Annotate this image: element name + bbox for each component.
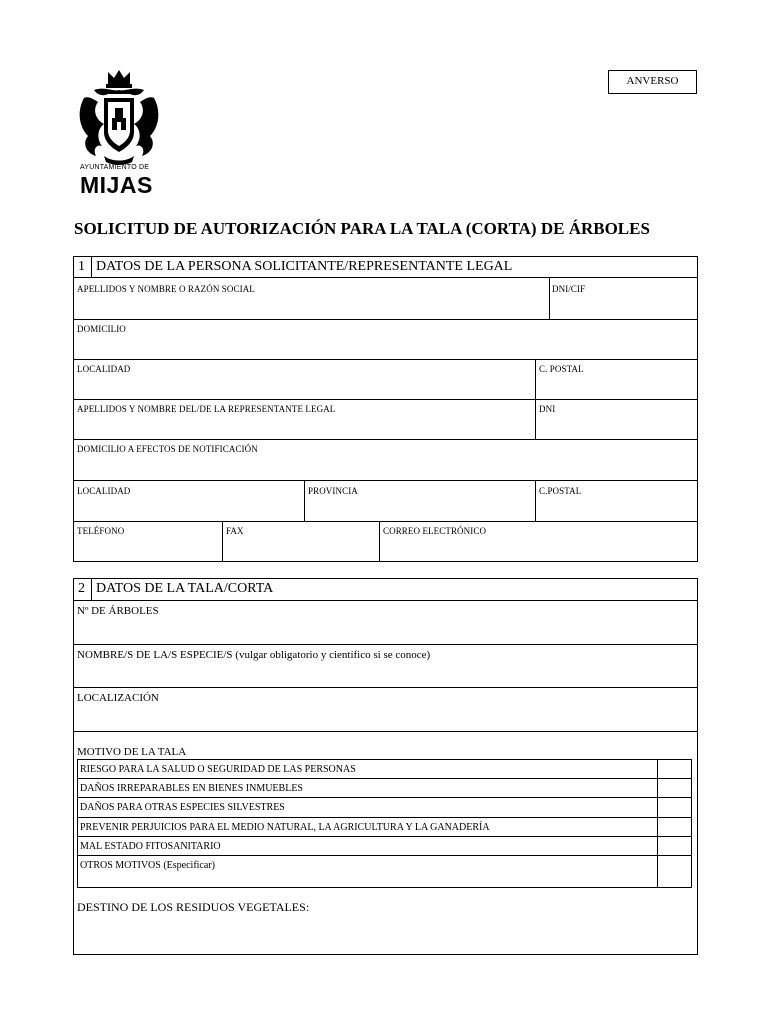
motivo-row-line <box>77 797 692 798</box>
row-line <box>73 731 698 732</box>
motivo-checkbox[interactable] <box>658 798 691 816</box>
dni-field[interactable]: DNI <box>539 404 556 414</box>
row7-divider-a <box>222 521 223 562</box>
localizacion-field[interactable]: LOCALIZACIÓN <box>77 692 159 704</box>
page-title: SOLICITUD DE AUTORIZACIÓN PARA LA TALA (CORTA) DE ÁRBOLES <box>74 219 650 238</box>
row-line <box>73 521 698 522</box>
motivo-checkbox[interactable] <box>658 779 691 797</box>
row3-divider <box>535 359 536 399</box>
motivo-option-danos-inmuebles[interactable]: DAÑOS IRREPARABLES EN BIENES INMUEBLES <box>80 783 303 794</box>
motivo-checkbox[interactable] <box>658 818 691 836</box>
row4-divider <box>535 399 536 439</box>
row1-divider <box>549 277 550 319</box>
localidad2-field[interactable]: LOCALIDAD <box>77 486 131 496</box>
motivo-checkbox[interactable] <box>658 856 691 887</box>
motivo-option-prevenir[interactable]: PREVENIR PERJUICIOS PARA EL MEDIO NATURAL, LA AGRICULTURA Y LA GANADERÍA <box>80 822 490 833</box>
correo-field[interactable]: CORREO ELECTRÓNICO <box>383 526 487 536</box>
provincia-field[interactable]: PROVINCIA <box>308 486 358 496</box>
logo-line2: MIJAS <box>80 172 153 198</box>
section1-header-line <box>73 277 698 278</box>
domicilio-field[interactable]: DOMICILIO <box>77 324 126 334</box>
row7-divider-b <box>379 521 380 562</box>
representante-field[interactable]: APELLIDOS Y NOMBRE DEL/DE LA REPRESENTANTE LEGAL <box>77 404 336 414</box>
destino-field[interactable]: DESTINO DE LOS RESIDUOS VEGETALES: <box>77 900 310 914</box>
coat-of-arms-icon <box>74 68 164 168</box>
section1-title: DATOS DE LA PERSONA SOLICITANTE/REPRESENTANTE LEGAL <box>96 259 513 274</box>
row6-divider-a <box>304 480 305 521</box>
domicilio-notificacion-field[interactable]: DOMICILIO A EFECTOS DE NOTIFICACIÓN <box>77 444 258 454</box>
row-line <box>73 439 698 440</box>
row6-divider-b <box>535 480 536 521</box>
c-postal2-field[interactable]: C.POSTAL <box>539 486 582 496</box>
motivo-option-riesgo[interactable]: RIESGO PARA LA SALUD O SEGURIDAD DE LAS PERSONAS <box>80 764 356 775</box>
row-line <box>73 319 698 320</box>
logo-line1: AYUNTAMIENTO DE <box>80 164 150 171</box>
c-postal-field[interactable]: C. POSTAL <box>539 364 584 374</box>
section2-number: 2 <box>78 581 85 596</box>
apellidos-field[interactable]: APELLIDOS Y NOMBRE O RAZÓN SOCIAL <box>77 284 255 294</box>
row-line <box>73 480 698 481</box>
n-arboles-field[interactable]: Nº DE ÁRBOLES <box>77 605 159 617</box>
motivo-row-line <box>77 778 692 779</box>
motivo-row-line <box>77 836 692 837</box>
telefono-field[interactable]: TELÉFONO <box>77 526 125 536</box>
motivo-option-otros[interactable]: OTROS MOTIVOS (Especificar) <box>80 860 215 871</box>
motivo-option-danos-especies[interactable]: DAÑOS PARA OTRAS ESPECIES SILVESTRES <box>80 802 285 813</box>
row-line <box>73 399 698 400</box>
section2-number-divider <box>91 578 92 600</box>
row-line <box>73 359 698 360</box>
dni-cif-field[interactable]: DNI/CIF <box>552 284 586 294</box>
row-line <box>73 644 698 645</box>
motivo-option-fitosanitario[interactable]: MAL ESTADO FITOSANITARIO <box>80 841 221 852</box>
section2-header-line <box>73 600 698 601</box>
section1-number-divider <box>91 256 92 277</box>
motivo-checkbox[interactable] <box>658 760 691 778</box>
especies-field[interactable]: NOMBRE/S DE LA/S ESPECIE/S (vulgar obligatorio y científico si se conoce) <box>77 649 431 661</box>
fax-field[interactable]: FAX <box>226 526 244 536</box>
motivo-row-line <box>77 855 692 856</box>
mijas-logo <box>74 68 164 198</box>
motivo-row-line <box>77 817 692 818</box>
motivo-label: MOTIVO DE LA TALA <box>77 746 187 758</box>
section2-title: DATOS DE LA TALA/CORTA <box>96 581 274 596</box>
section1-number: 1 <box>78 259 85 274</box>
localidad-field[interactable]: LOCALIDAD <box>77 364 131 374</box>
anverso-label: ANVERSO <box>626 75 679 87</box>
row-line <box>73 687 698 688</box>
motivo-checkbox[interactable] <box>658 837 691 855</box>
